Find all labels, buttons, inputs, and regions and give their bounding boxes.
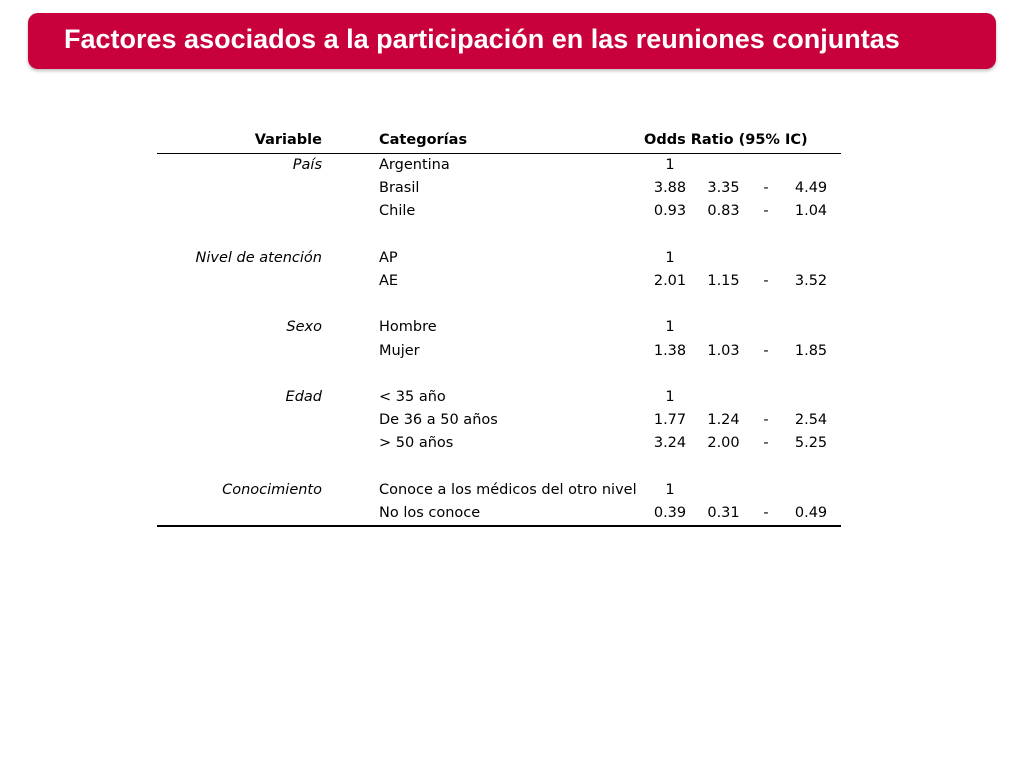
cell-ci-upper xyxy=(781,224,841,247)
table-row xyxy=(157,432,841,455)
cell-variable: Conocimiento xyxy=(222,481,322,498)
table-row xyxy=(157,479,841,502)
cell-ci-upper xyxy=(781,386,841,409)
cell-variable: Edad xyxy=(285,388,322,405)
table-row xyxy=(157,316,841,339)
odds-ratio-table xyxy=(157,129,841,527)
cell-variable: Sexo xyxy=(286,319,322,336)
cell-odds-ratio: 1 xyxy=(665,157,675,173)
cell-ci-lower xyxy=(696,456,751,479)
cell-odds-ratio: 1 xyxy=(665,249,675,266)
cell-ci-upper: 3.52 xyxy=(794,273,828,289)
cell-ci-lower: 1.24 xyxy=(707,412,740,429)
cell-ci-separator: - xyxy=(763,273,769,289)
cell-ci-upper: 1.85 xyxy=(794,342,828,359)
cell-odds-ratio xyxy=(644,293,696,316)
cell-category: De 36 a 50 años xyxy=(379,412,498,429)
cell-ci-separator xyxy=(751,293,781,316)
cell-variable xyxy=(157,432,322,455)
cell-variable xyxy=(157,409,322,432)
cell-ci-lower: 1.03 xyxy=(707,342,740,359)
cell-variable xyxy=(157,177,322,200)
cell-category: Brasil xyxy=(379,180,420,197)
cell-ci-lower xyxy=(696,386,751,409)
cell-category: Chile xyxy=(379,203,416,220)
cell-odds-ratio: 1.38 xyxy=(653,342,687,359)
cell-ci-separator xyxy=(751,386,781,409)
cell-category: < 35 año xyxy=(379,388,446,405)
cell-ci-separator xyxy=(751,479,781,502)
cell-ci-separator: - xyxy=(763,435,769,452)
cell-category xyxy=(322,363,644,386)
cell-odds-ratio xyxy=(644,456,696,479)
cell-variable xyxy=(157,363,322,386)
cell-odds-ratio: 3.88 xyxy=(653,180,687,197)
cell-category: > 50 años xyxy=(379,435,454,452)
cell-ci-lower xyxy=(696,363,751,386)
cell-odds-ratio xyxy=(644,363,696,386)
column-header-odds-ratio: Odds Ratio (95% IC) xyxy=(644,129,841,154)
cell-category xyxy=(322,224,644,247)
table-row xyxy=(157,409,841,432)
cell-ci-lower: 1.15 xyxy=(707,273,740,289)
cell-ci-separator: - xyxy=(763,342,769,359)
cell-category: Mujer xyxy=(379,342,420,359)
cell-variable xyxy=(157,502,322,526)
cell-ci-separator: - xyxy=(763,412,769,429)
table-row xyxy=(157,456,841,479)
cell-category: Argentina xyxy=(379,157,450,173)
cell-ci-lower: 3.35 xyxy=(707,180,740,197)
cell-ci-separator xyxy=(751,363,781,386)
cell-variable: Nivel de atención xyxy=(195,249,322,266)
cell-odds-ratio: 1 xyxy=(665,388,675,405)
cell-ci-separator xyxy=(751,456,781,479)
cell-variable xyxy=(157,270,322,293)
cell-ci-upper xyxy=(781,247,841,270)
cell-odds-ratio: 1.77 xyxy=(653,412,687,429)
cell-category: AE xyxy=(379,273,399,289)
table-row xyxy=(157,502,841,526)
table-row xyxy=(157,340,841,363)
cell-ci-separator: - xyxy=(763,180,769,197)
table-row xyxy=(157,154,841,178)
cell-ci-separator xyxy=(751,154,781,178)
cell-ci-separator: - xyxy=(763,203,769,220)
table-row xyxy=(157,386,841,409)
cell-ci-lower xyxy=(696,479,751,502)
table-row xyxy=(157,270,841,293)
table-row xyxy=(157,363,841,386)
cell-category xyxy=(322,293,644,316)
cell-variable xyxy=(157,456,322,479)
cell-ci-upper: 4.49 xyxy=(794,180,828,197)
column-header-categories: Categorías xyxy=(322,129,644,154)
cell-ci-separator xyxy=(751,247,781,270)
page-title: Factores asociados a la participación en las reuniones conjuntas xyxy=(64,24,900,54)
cell-ci-lower xyxy=(696,316,751,339)
cell-odds-ratio: 2.01 xyxy=(653,273,687,289)
cell-category: AP xyxy=(379,249,398,266)
cell-category: Conoce a los médicos del otro nivel xyxy=(379,481,637,498)
cell-category: No los conoce xyxy=(322,502,644,526)
cell-ci-separator xyxy=(751,316,781,339)
cell-odds-ratio: 1 xyxy=(665,319,675,336)
cell-variable xyxy=(157,224,322,247)
cell-variable xyxy=(157,293,322,316)
cell-ci-lower: 0.83 xyxy=(707,203,740,220)
cell-ci-upper: 0.49 xyxy=(781,502,841,526)
cell-odds-ratio: 0.39 xyxy=(644,502,696,526)
cell-variable xyxy=(157,340,322,363)
cell-ci-upper: 5.25 xyxy=(794,435,828,452)
cell-variable xyxy=(157,200,322,223)
cell-ci-upper xyxy=(781,456,841,479)
cell-odds-ratio: 3.24 xyxy=(653,435,687,452)
cell-odds-ratio: 1 xyxy=(665,481,675,498)
cell-ci-upper: 2.54 xyxy=(794,412,828,429)
table-row xyxy=(157,293,841,316)
cell-ci-upper xyxy=(781,316,841,339)
table-header-row xyxy=(157,129,841,154)
cell-ci-upper xyxy=(781,154,841,178)
cell-ci-upper: 1.04 xyxy=(794,203,828,220)
table-row xyxy=(157,224,841,247)
cell-ci-upper xyxy=(781,363,841,386)
cell-ci-lower: 0.31 xyxy=(696,502,751,526)
cell-ci-lower xyxy=(696,224,751,247)
cell-odds-ratio xyxy=(644,224,696,247)
cell-category: Hombre xyxy=(379,319,437,336)
table-row xyxy=(157,200,841,223)
cell-category xyxy=(322,456,644,479)
cell-ci-lower xyxy=(696,247,751,270)
cell-ci-lower: 2.00 xyxy=(707,435,740,452)
table-row xyxy=(157,247,841,270)
cell-ci-separator xyxy=(751,224,781,247)
column-header-variable: Variable xyxy=(157,129,322,154)
cell-ci-upper xyxy=(781,293,841,316)
table-row xyxy=(157,177,841,200)
cell-ci-lower xyxy=(696,293,751,316)
cell-ci-lower xyxy=(696,154,751,178)
title-banner xyxy=(28,13,996,69)
cell-odds-ratio: 0.93 xyxy=(653,203,687,220)
cell-ci-separator: - xyxy=(751,502,781,526)
cell-variable: País xyxy=(292,157,322,173)
cell-ci-upper xyxy=(781,479,841,502)
